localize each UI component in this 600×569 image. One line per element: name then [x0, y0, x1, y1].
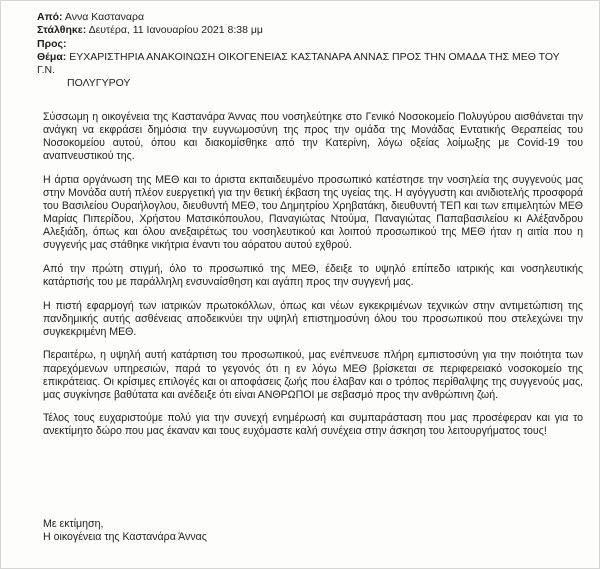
subject-continuation — [37, 77, 577, 90]
closing-signature: Η οικογένεια της Καστανάρα Άννας — [43, 531, 207, 544]
sent-value: Δευτέρα, 11 Ιανουαρίου 2021 8:38 μμ — [88, 24, 263, 37]
subject-value-line1: ΕΥΧΑΡΙΣΤΗΡΙΑ ΑΝΑΚΟΙΝΩΣΗ ΟΙΚΟΓΕΝΕΙΑΣ ΚΑΣΤΑΝΑΡΑ ΑΝΝΑΣ ΠΡΟΣ ΤΗΝ ΟΜΑΔΑ ΤΗΣ ΜΕΘ ΤΟΥ Γ.Ν. — [37, 50, 560, 77]
letter-closing — [43, 518, 443, 544]
from-value: Αννα Κασταναρα — [64, 11, 145, 23]
paragraph-protocols: Η πιστή εφαρμογή των ιατρικών πρωτοκόλλων, όπως και νέων εγκεκριμένων τεχνικών στην αντιμετώπιση της πανδημικής αυτής ασθένειας αποδεικνύει την υψηλή επιστημοσύνη όλου του προσωπικού που στελεχώνει την συγκεκριμένη ΜΕΘ. — [43, 299, 583, 338]
subject-value-line2: ΠΟΛΥΓΥΡΟΥ — [67, 77, 131, 90]
subject-row — [37, 51, 577, 78]
sent-label: Στάλθηκε: — [37, 24, 87, 37]
to-label: Προς: — [37, 37, 67, 50]
from-label: Από: — [37, 11, 63, 23]
paragraph-staff: Η άρτια οργάνωση της ΜΕΘ και το άριστα εκπαιδευμένο προσωπικό κατέστησε την νοσηλεία της συγγενούς μας στην Μονάδα αυτή πλέον ευεργετική για την θετική έκβαση της υγείας της. Η αγόγγυστη και ανιδιοτελής προσφορά του Βασιλείου Ουραήλογλου, διευθυντή ΜΕΘ, του Δημητρίου Χρηβατάκη, διευθυντή ΤΕΠ και των επιμελητών ΜΕΘ Μαρίας Πιπερίδου, Χρήστου Ματσικόπουλου, Παναγιώτας Ντούμα, Παναγιώτας Παπαβασιλείου κι Αλέξανδρου Αλεξιάδη, όπως και όλου ανεξαιρέτως του νοσηλευτικού και λοιπού προσωπικού της ΜΕΘ ήταν η αιτία που η συγγενής μας στάθηκε νικήτρια έναντι του αόρατου αυτού εχθρού. — [43, 173, 583, 252]
sent-row — [37, 24, 577, 37]
letter-body — [43, 111, 583, 449]
from-row — [37, 11, 577, 24]
paragraph-thanks: Τέλος τους ευχαριστούμε πολύ για την συνεχή ενημέρωσή και συμπαράσταση που μας προσέφεραν και για το ανεκτίμητο δώρο που μας έκαναν και τους ευχόμαστε καλή συνέχεια στην άσκηση του λειτουργήματος τους! — [43, 412, 583, 438]
subject-label: Θέμα: — [37, 50, 67, 63]
closing-salutation: Με εκτίμηση, — [43, 518, 104, 530]
paragraph-first-moment: Από την πρώτη στιγμή, όλο το προσωπικό της ΜΕΘ, έδειξε το υψηλό επίπεδο ιατρικής και νοσηλευτικής κατάρτισής του με παράλληλη ενσυναίσθηση και αγάπη προς την συγγενή μας. — [43, 262, 583, 289]
paragraph-trust: Περαιτέρω, η υψηλή αυτή κατάρτιση του προσωπικού, μας ενέπνευσε πλήρη εμπιστοσύνη για την ποιότητα των παρεχόμενων υπηρεσιών, παρά το γεγονός ότι η εν λόγω ΜΕΘ βρίσκεται σε περιφερειακό νοσοκομείο της επικράτειας. Οι κρίσιμες επιλογές και οι αποφάσεις ζωής που έλαβαν και ο τρόπος περίθαλψης της συγγενούς μας, μας συγκίνησε βαθύτατα και ανέδειξε ότι είναι ΑΝΘΡΩΠΟΙ με σεβασμό προς την ανθρώπινη ζωή. — [43, 349, 583, 401]
paragraph-gratitude: Σύσσωμη η οικογένεια της Καστανάρα Άννας που νοσηλεύτηκε στο Γενικό Νοσοκομείο Πολυγύρου αισθάνεται την ανάγκη να εκφράσει δημόσια την ευγνωμοσύνη της προς την ομάδα της Μονάδας Εντατικής Θεραπείας του Νοσοκομείου αυτού, όπου και διακομίσθηκε από την Κατερίνη, λόγω οξείας λοίμωξης με Covid-19 του αναπνευστικού της. — [43, 111, 583, 163]
to-row — [37, 38, 577, 51]
email-header — [37, 11, 577, 91]
